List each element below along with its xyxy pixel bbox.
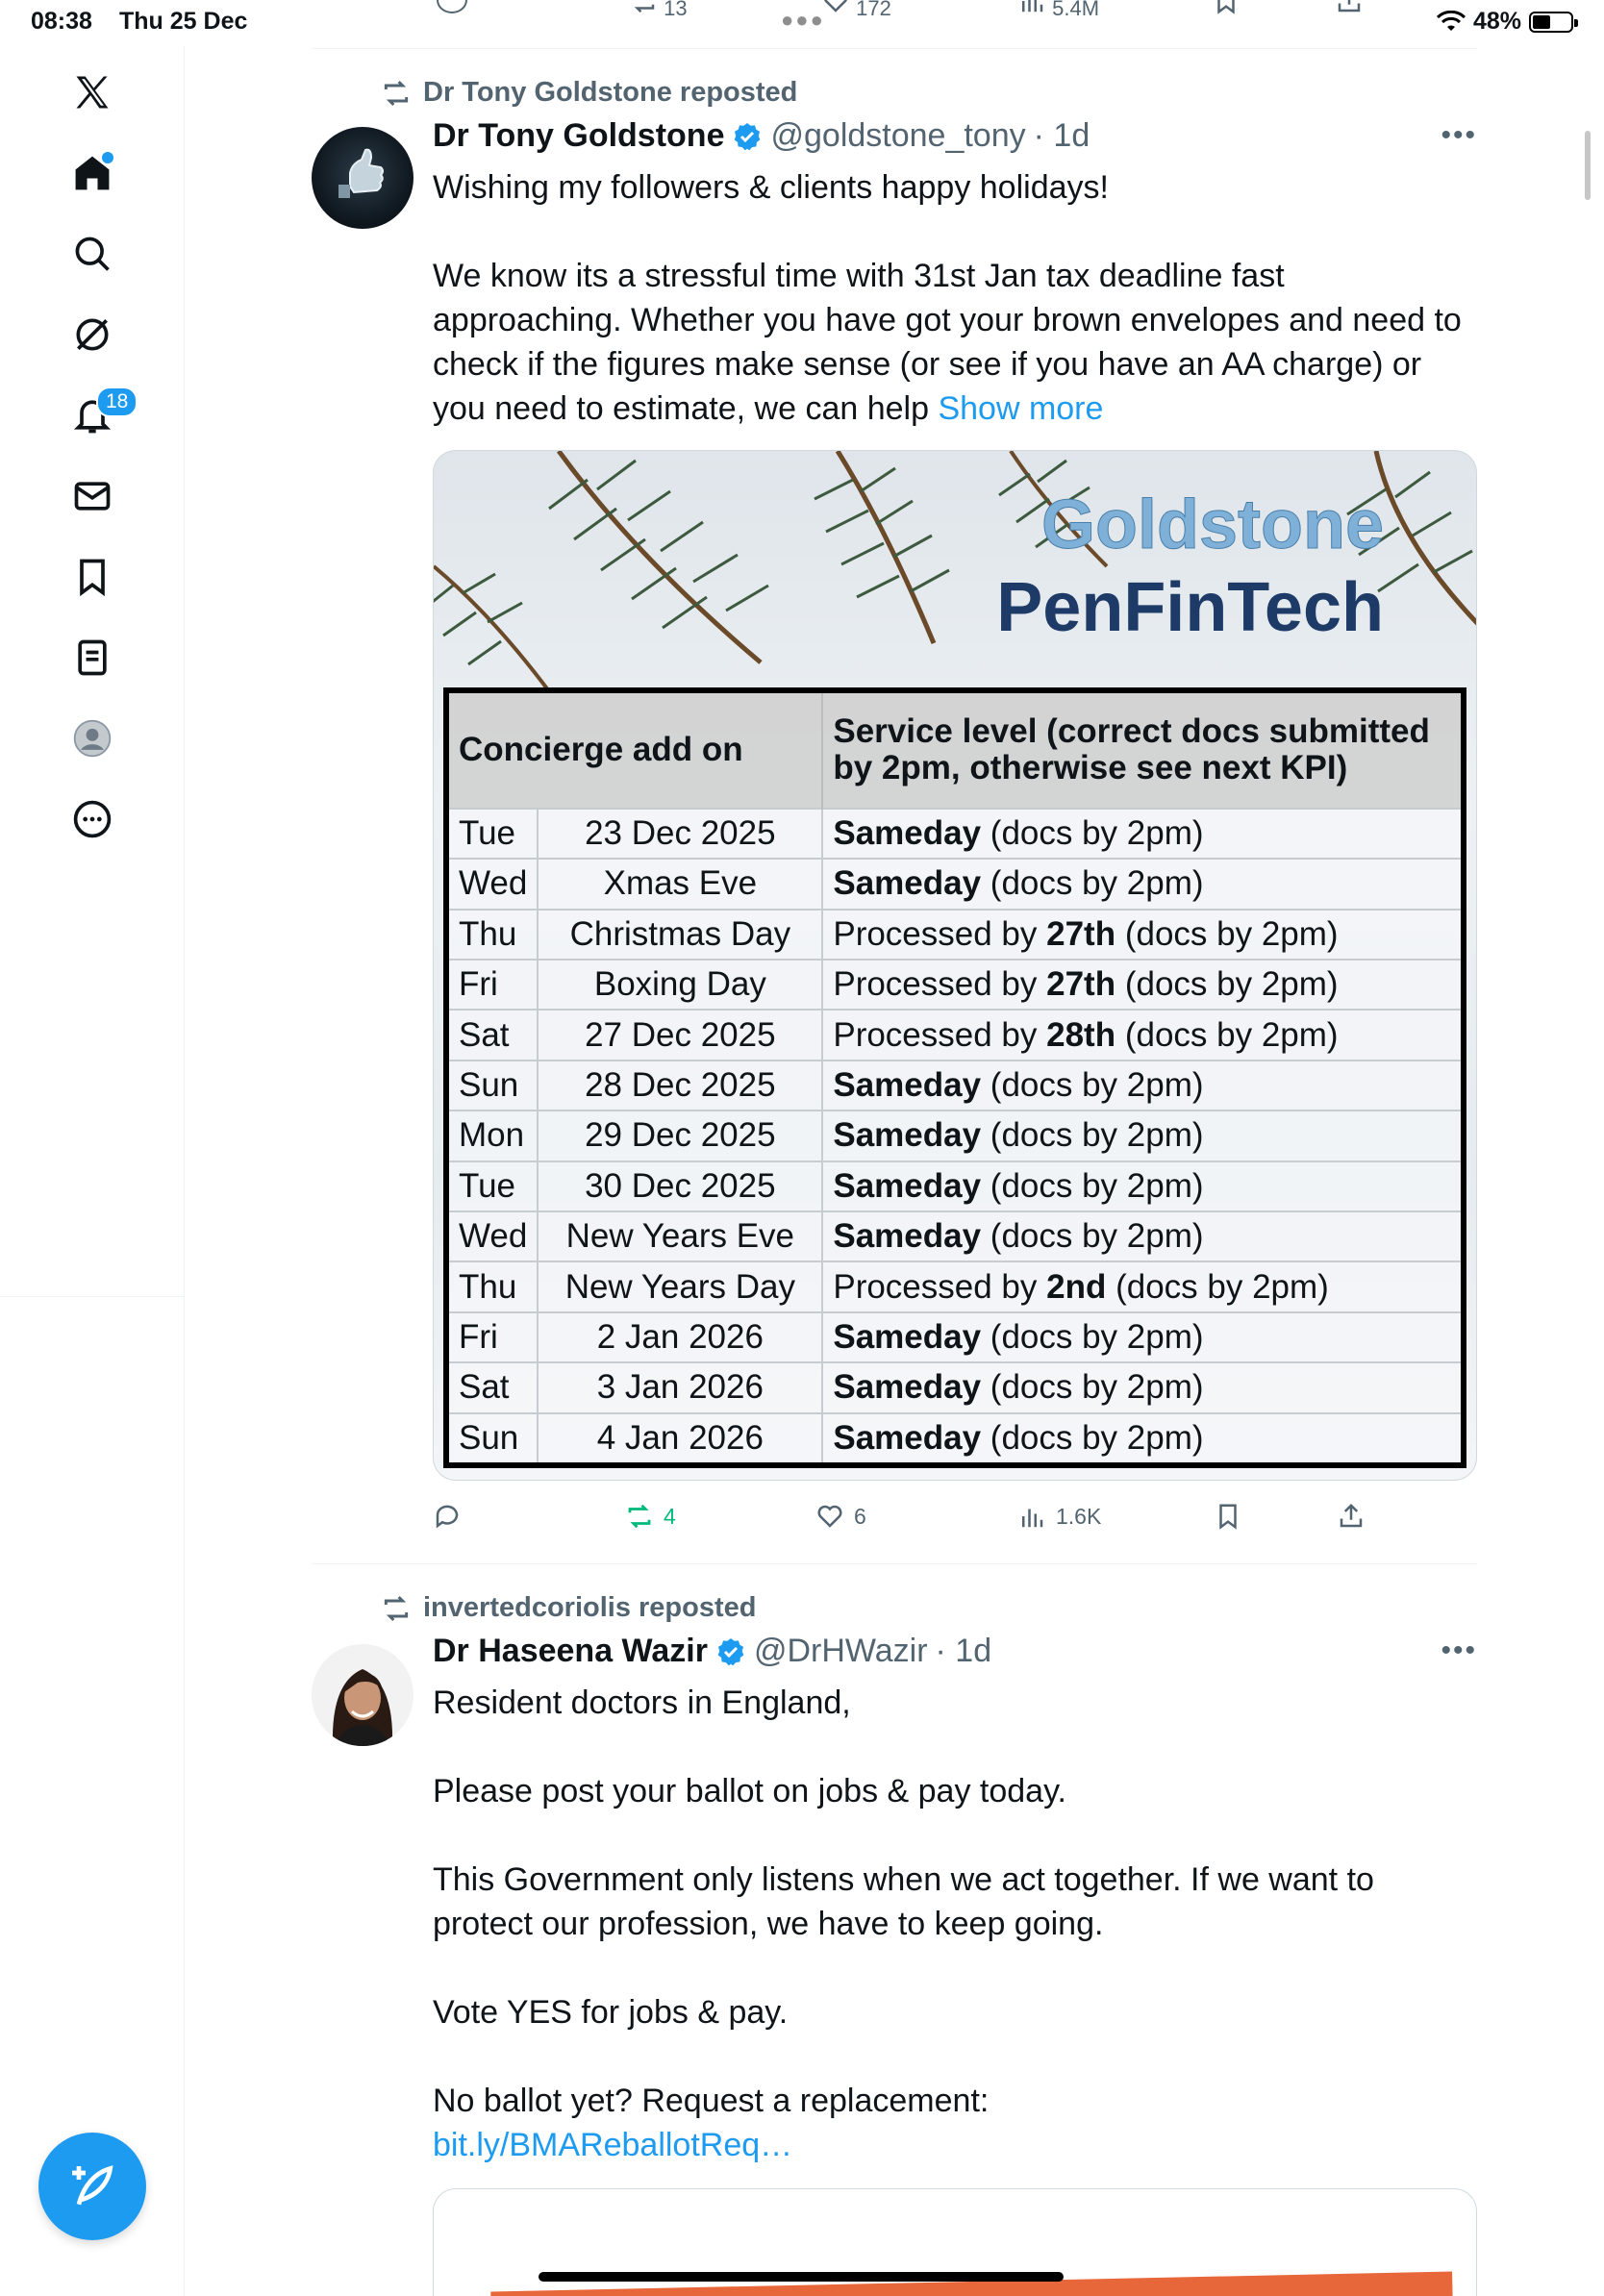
brand-name-line2: PenFinTech [996, 569, 1384, 646]
like-count[interactable]: 172 [821, 0, 891, 21]
row-service-level: Processed by 27th (docs by 2pm) [822, 910, 1461, 960]
timestamp[interactable]: · 1d [935, 1633, 992, 1669]
home-icon[interactable] [54, 135, 131, 212]
row-date: 2 Jan 2026 [538, 1312, 822, 1362]
repost-attribution[interactable]: invertedcoriolis reposted [381, 1592, 757, 1624]
views-button[interactable] [1017, 1502, 1101, 1531]
row-date: 30 Dec 2025 [538, 1161, 822, 1211]
messages-icon[interactable] [54, 458, 131, 535]
handle[interactable]: @goldstone_tony [770, 117, 1026, 154]
table-row [449, 960, 1461, 1010]
row-date: Xmas Eve [538, 859, 822, 909]
row-service-level: Sameday (docs by 2pm) [822, 1413, 1461, 1462]
table-row [449, 1010, 1461, 1060]
share-icon[interactable] [1335, 0, 1364, 21]
table-header-row [449, 693, 1461, 809]
tweet-text: Wishing my followers & clients happy holidays! We know its a stressful time with 31st Jan tax deadline fast approaching. Whether you have got your brown envelopes and need to check if the figures make sense (or see if you have an AA charge) or you need to estimate, we can help Show more [433, 169, 1462, 427]
timeline [312, 0, 1477, 2296]
verified-badge-icon [715, 1636, 746, 1667]
table-header-left: Concierge add on [449, 693, 822, 809]
ballot-link[interactable]: bit.ly/BMAReballotReq… [433, 2127, 793, 2163]
tweet-header [433, 117, 1090, 155]
avatar[interactable] [312, 127, 414, 229]
notifications-icon[interactable] [54, 377, 131, 454]
row-service-level: Sameday (docs by 2pm) [822, 859, 1461, 909]
lists-icon[interactable] [54, 619, 131, 696]
multitasking-dots-icon[interactable]: ●●● [781, 8, 825, 32]
row-service-level: Sameday (docs by 2pm) [822, 1211, 1461, 1261]
repost-icon [381, 1593, 412, 1624]
table-row [449, 1061, 1461, 1111]
views-icon [1017, 0, 1046, 15]
row-date: 3 Jan 2026 [538, 1362, 822, 1412]
service-schedule-table [443, 687, 1466, 1468]
table-row [449, 809, 1461, 859]
row-date: Christmas Day [538, 910, 822, 960]
tweet-actions [433, 1502, 1356, 1548]
row-day: Sun [449, 1061, 538, 1111]
repost-count[interactable]: 13 [629, 0, 688, 21]
row-date: New Years Eve [538, 1211, 822, 1261]
bookmark-button[interactable] [1214, 1502, 1242, 1531]
row-service-level: Sameday (docs by 2pm) [822, 1061, 1461, 1111]
sidebar [0, 46, 185, 2296]
table-row [449, 910, 1461, 960]
more-options-icon[interactable]: ••• [1441, 119, 1477, 151]
row-date: Boxing Day [538, 960, 822, 1010]
handle[interactable]: @DrHWazir [753, 1633, 928, 1669]
status-time: 08:38 [31, 8, 92, 35]
table-row [449, 1261, 1461, 1311]
row-date: New Years Day [538, 1261, 822, 1311]
display-name[interactable]: Dr Haseena Wazir [433, 1633, 708, 1669]
row-day: Sun [449, 1413, 538, 1462]
table-row [449, 1111, 1461, 1160]
table-row [449, 1161, 1461, 1211]
row-service-level: Sameday (docs by 2pm) [822, 1161, 1461, 1211]
tweet-divider [312, 1563, 1477, 1564]
more-options-icon[interactable]: ••• [1441, 1635, 1477, 1666]
row-day: Fri [449, 1312, 538, 1362]
share-icon [1337, 1502, 1366, 1531]
table-row [449, 1413, 1461, 1462]
table-row [449, 1362, 1461, 1412]
row-service-level: Sameday (docs by 2pm) [822, 1111, 1461, 1160]
row-service-level: Processed by 27th (docs by 2pm) [822, 960, 1461, 1010]
battery-percent: 48% [1472, 8, 1521, 35]
repost-button[interactable] [625, 1502, 676, 1531]
x-logo-icon[interactable] [54, 54, 131, 131]
row-service-level: Sameday (docs by 2pm) [822, 1312, 1461, 1362]
row-day: Sat [449, 1010, 538, 1060]
tweet-text: Resident doctors in England, Please post your ballot on jobs & pay today. This Government only listens when we act together. If we want to protect our profession, we have to keep going. Vote YES for jobs & pay. No ballot yet? Request a replacement: bit.ly/BMAReballotReq… [433, 1685, 1374, 2163]
row-service-level: Processed by 2nd (docs by 2pm) [822, 1261, 1461, 1311]
display-name[interactable]: Dr Tony Goldstone [433, 117, 725, 154]
show-more-link[interactable]: Show more [938, 390, 1104, 427]
row-day: Mon [449, 1111, 538, 1160]
compose-feather-icon [65, 2159, 119, 2213]
reply-button[interactable] [433, 1502, 462, 1531]
row-day: Tue [449, 1161, 538, 1211]
like-button[interactable] [815, 1502, 866, 1531]
previous-tweet-actions [312, 0, 1477, 46]
table-row [449, 1211, 1461, 1261]
views-icon [1017, 1502, 1046, 1531]
heart-icon [821, 0, 850, 15]
table-row [449, 1312, 1461, 1362]
row-day: Sat [449, 1362, 538, 1412]
row-service-level: Sameday (docs by 2pm) [822, 809, 1461, 859]
tweet-divider [312, 48, 1477, 49]
row-date: 23 Dec 2025 [538, 809, 822, 859]
bookmarks-icon[interactable] [54, 538, 131, 615]
avatar[interactable] [312, 1644, 414, 1746]
like-count: 6 [854, 1503, 866, 1529]
more-icon[interactable] [54, 781, 131, 858]
scrollbar[interactable] [1585, 131, 1591, 200]
sidebar-divider [0, 1296, 185, 1297]
notifications-badge: 18 [96, 387, 138, 417]
search-icon[interactable] [54, 215, 131, 292]
timestamp[interactable]: · 1d [1033, 117, 1090, 154]
repost-icon [629, 0, 658, 15]
view-count[interactable]: 5.4M [1017, 0, 1099, 21]
heart-icon [815, 1502, 844, 1531]
tweet-image[interactable] [433, 450, 1477, 1481]
repost-count: 4 [664, 1503, 676, 1529]
compose-post-button[interactable] [38, 2133, 146, 2240]
bookmark-icon[interactable] [1212, 0, 1241, 21]
row-day: Thu [449, 1261, 538, 1311]
repost-icon [625, 1502, 654, 1531]
row-date: 27 Dec 2025 [538, 1010, 822, 1060]
repost-icon [381, 78, 412, 109]
reply-icon[interactable] [437, 0, 467, 13]
row-date: 28 Dec 2025 [538, 1061, 822, 1111]
status-date: Thu 25 Dec [119, 8, 248, 35]
row-service-level: Processed by 28th (docs by 2pm) [822, 1010, 1461, 1060]
profile-icon[interactable] [54, 700, 131, 777]
row-day: Tue [449, 809, 538, 859]
home-indicator[interactable] [539, 2272, 1064, 2282]
row-day: Thu [449, 910, 538, 960]
brand-name-line1: Goldstone [1041, 487, 1384, 563]
row-date: 4 Jan 2026 [538, 1413, 822, 1462]
share-button[interactable] [1337, 1502, 1366, 1531]
verified-badge-icon [732, 121, 763, 152]
row-service-level: Sameday (docs by 2pm) [822, 1362, 1461, 1412]
table-header-right: Service level (correct docs submitted by 2pm, otherwise see next KPI) [822, 693, 1461, 809]
row-day: Fri [449, 960, 538, 1010]
battery-icon [1529, 12, 1573, 33]
reply-icon [433, 1502, 462, 1531]
repost-attribution[interactable]: Dr Tony Goldstone reposted [381, 77, 797, 109]
row-date: 29 Dec 2025 [538, 1111, 822, 1160]
view-count: 1.6K [1056, 1503, 1102, 1529]
bookmark-icon [1214, 1502, 1242, 1531]
tweet-header [433, 1633, 991, 1670]
grok-icon[interactable] [54, 296, 131, 373]
table-row [449, 859, 1461, 909]
row-day: Wed [449, 1211, 538, 1261]
home-unread-dot [102, 152, 113, 163]
row-day: Wed [449, 859, 538, 909]
